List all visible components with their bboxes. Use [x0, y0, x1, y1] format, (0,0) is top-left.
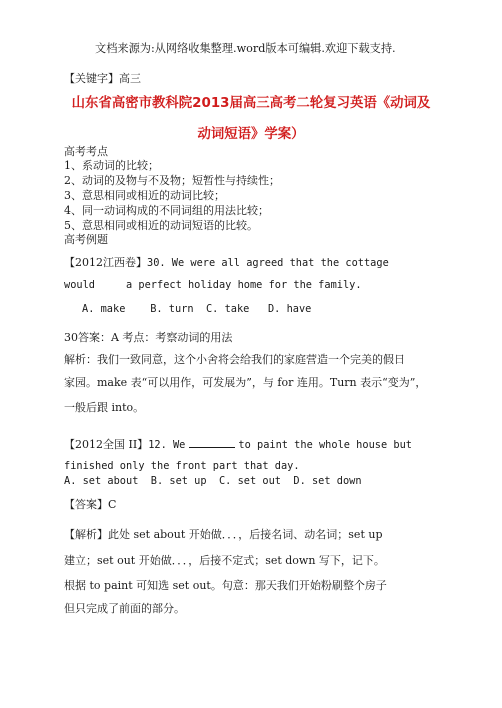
q2-analysis: 根据 to paint 可知选 set out。句意：那天我们开始粉刷整个房子 — [64, 579, 387, 592]
point-item: 5、意思相同或相近的动词短语的比较。 — [64, 219, 258, 232]
keyword-line: 【关键字】高三 — [64, 72, 141, 85]
point-item: 2、动词的及物与不及物；短暂性与持续性； — [64, 174, 280, 187]
section-points: 高考考点 — [64, 145, 108, 158]
q1-answer: 30答案：A 考点：考察动词的用法 — [64, 331, 233, 344]
q1-options: A. make B. turn C. take D. have — [82, 303, 312, 315]
q2-stem-a-pre: 12. We — [148, 439, 186, 451]
q2-analysis: 但只完成了前面的部分。 — [64, 602, 185, 615]
header-note: 文档来源为:从网络收集整理.word版本可编辑.欢迎下载支持. — [95, 42, 396, 55]
q2-answer: 【答案】C — [64, 498, 117, 511]
q1-analysis: 家园。make 表“可以用作，可发展为”，与 for 连用。Turn 表示“变为”， — [64, 376, 427, 389]
q1-stem-line2: would a perfect holiday home for the family. — [64, 279, 362, 291]
q2-options: A. set about B. set up C. set out D. set down — [64, 475, 362, 487]
q2-stem-line2: finished only the front part that day. — [64, 460, 300, 472]
q2-analysis: 建立；set out 开始做．．．，后接不定式；set down 写下，记下。 — [64, 554, 385, 567]
section-examples: 高考例题 — [64, 233, 108, 246]
point-item: 4、同一动词构成的不同词组的用法比较； — [64, 204, 269, 217]
q1-analysis: 一般后跟 into。 — [64, 401, 145, 414]
q1-analysis: 解析：我们一致同意，这个小舍将会给我们的家庭营造一个完美的假日 — [64, 353, 405, 366]
q1-stem-line1 — [64, 256, 389, 270]
point-item: 1、系动词的比较； — [64, 159, 159, 172]
q1-stem-a: 30. We were all agreed that the cottage — [147, 257, 389, 269]
doc-title-line1: 山东省高密市教科院2013届高三高考二轮复习英语《动词及 — [71, 96, 431, 111]
point-item: 3、意思相同或相近的动词比较； — [64, 189, 225, 202]
q1-tag: 【2012江西卷】 — [64, 256, 147, 269]
q2-blank — [189, 437, 235, 448]
q2-stem-a-post: to paint the whole house but — [238, 439, 412, 451]
q2-analysis: 【解析】此处 set about 开始做．．．，后接名词、动名词；set up — [64, 528, 383, 541]
q2-tag: 【2012全国 II】 — [64, 438, 149, 451]
q2-stem-line1 — [64, 437, 412, 452]
doc-title-line2: 动词短语》学案） — [197, 127, 305, 142]
